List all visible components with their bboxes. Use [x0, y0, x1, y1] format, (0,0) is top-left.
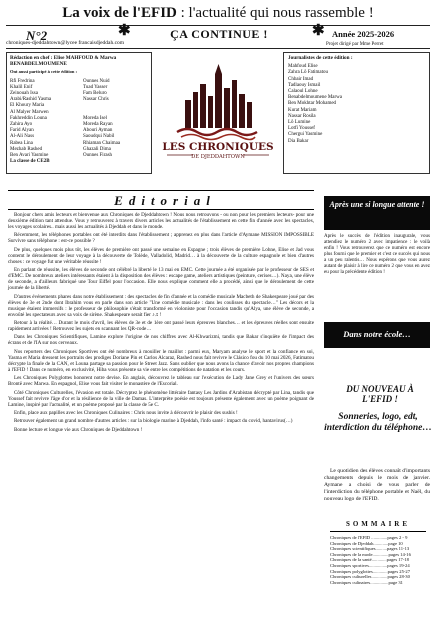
editorial-paragraph: Retour à la réalité… Durant le mois d'avril, les élèves de 3e et de 1ère ont passé leurs épreuves blanches… et les épreuves réelles sont ensuite rapidement arrivées ! Retrouvez les sujets en scannant les QR-code…	[8, 319, 314, 332]
ecole-title: Dans notre école…	[343, 329, 411, 339]
contributor-name: Moreda Rayan	[83, 122, 113, 128]
journalist-name: Mahfoud Elise	[288, 64, 318, 70]
contributors-heading: Ont aussi participé à cette édition :	[10, 69, 77, 75]
contributor-name: Fam Beluro	[83, 91, 107, 97]
journalist-name: Dia Bakar	[288, 138, 309, 144]
contributor-name: Al-Ali Nass	[10, 134, 35, 140]
journalist-name: Kurat Mariam	[288, 107, 317, 113]
chroniques-logo	[155, 56, 281, 168]
editorial-paragraph: Enfin, place aux papilles avec les Chroniques Culinaires : Chris nous invite à découvrir le plaisir des sushis !	[14, 409, 238, 416]
contributor-name: Ounnes Nuid	[83, 78, 110, 84]
sommaire-entry[interactable]: Chroniques polyglottes.............pages 25-27	[330, 568, 411, 574]
contributor-class: La classe de CE2B	[10, 159, 50, 165]
contributor-name: Zahira Ayo	[10, 122, 33, 128]
journalist-name: Calaoul Lohne	[288, 89, 318, 95]
editorial-paragraph: Les Chroniques Polyglottes honorent notre devise. En anglais, découvrez le tableau sur l'exécution de Lady Jane Grey et l'univers des sœurs Brontë avec Marwa. En espagnol, Elise vous fait visiter le monastère de l'Escorial.	[8, 375, 314, 388]
contributor-name: Rfi Fredrina	[10, 78, 35, 84]
editorial-paragraph: Bonne lecture et longue vie aux Chroniques de Djeddahtown !	[14, 426, 143, 433]
sommaire-entry[interactable]: Chroniques scientifiques..........pages 11-13	[330, 546, 410, 552]
nouveau-title: DU NOUVEAU À L'EFID !	[346, 384, 414, 404]
contributor-name: Khalil Enif	[10, 84, 33, 90]
redaction-box	[6, 52, 152, 174]
journalist-name: Tadlaouy Ismail	[288, 82, 321, 88]
journalist-name: Nassar Rosila	[288, 113, 316, 119]
redaction-heading: Rédaction en chef : Elise MAHFOUD & Marwa BENABDELMOUMENE	[10, 55, 117, 68]
contributors-column-1	[10, 79, 75, 166]
editorial-paragraph: De plus, quelques mois plus tôt, les élèves de première ont passé une semaine en Espagne ; trois élèves de première Lohne, Elise et Jad vous contemt le déroulement de leur voyage à la découverte de Tolède, Valladolid, Madrid… à la découverte de la culture espagnole et bien d'autres choses : ce voyage fut une véritable réussite !	[8, 246, 314, 265]
sommaire-entry[interactable]: Chroniques culinaires................page 31	[330, 579, 403, 585]
sonneries-paragraph: Le quotidien des élèves connaît d'importants changements depuis le mois de janvier. Aymane a choisi de vous parler de l'interdiction du téléphone portable et Naël, du nouveau logo de l'EFID.	[324, 468, 430, 502]
newspaper-tagline: : l'actualité qui nous rassemble !	[176, 5, 374, 21]
contributor-name: Tuad Yasser	[83, 84, 108, 90]
contributor-name: Moreda Isel	[83, 115, 108, 121]
journalists-box	[283, 52, 430, 174]
editorial-paragraph: Côté Chroniques Culturelles, l'évasion est totale. Décryptez le phénomène littéraire fantasy Les Jardins d'Arabistan décrypté par Lina, tandis que Youssef fait revivre l'âge d'or et la résilience de la ville de Damas. L'interprète poésie est toujours présente également avec un poème poignant de Lamine, inspiré par l'actualité, et un poème proposé par la classe de 5e C.	[8, 389, 314, 408]
logo-subtitle: DE DJEDDAHTOWN	[191, 154, 245, 160]
header-bottom-rule	[6, 48, 430, 49]
sommaire-rule	[330, 531, 426, 532]
contact-email[interactable]: chroniques-djeddahtown@lycee francaisdjeddah.com	[6, 40, 125, 46]
school-year: Année 2025-2026	[332, 29, 395, 39]
contributor-name: Abouri Ayman	[83, 128, 113, 134]
editorial-paragraph: En parlant de réussite, les élèves de seconde ont célébré la liberté le 13 mai en EMC. Cette journée a été organisée par le professeur de SES et d'EMC. De nombreux ateliers intéressants étaient à la disposition des élèves : escape game, ateliers artistiques (peinture, cerises…). Naya, une élève de seconde, a d'ailleurs fabriqué une Tour Eiffel pour l'occasion. Elle nous explique comment elle a procédé, ainsi que le déroulement de cette journée de la liberté.	[8, 267, 314, 292]
journalist-name: Zahra Lô Fatimatou	[288, 70, 328, 76]
contributor-name: Ghazali Dima	[83, 146, 111, 152]
sommaire-entry[interactable]: Chroniques de la santé.............pages 17-18	[330, 557, 409, 563]
contributor-name: El Khoury Maria	[10, 103, 45, 109]
project-credit: Projet dirigé par Mme Perret	[326, 42, 384, 47]
editorial-body	[8, 212, 314, 435]
attente-banner	[324, 196, 430, 230]
spacer	[83, 103, 148, 115]
editorial-paragraph: D'autres événements phares dans notre établissement : des spectacles de fin d'année et la comédie musicale Macbeth de Shakespeare joué par des élèves de 3e et 2nde dont Ibrahim vous en parle dans son article "Une comédie musicale : dans les coulisses du spectacle…" Les décors et la musique étaient immersifs : le professeur de philosophie s'était transformé en violoniste pour l'occasion tandis qu'Alya, une élève de seconde, a envoûté les spectateurs avec sa voix de sirène. Shakespeare serait fier ♪♫ !	[8, 293, 314, 318]
issue-motto: ÇA CONTINUE !	[170, 27, 268, 41]
journalist-name: Benabdelmoumene Marwa	[288, 95, 343, 101]
contributor-name: Rhiaman Chaimaa	[83, 140, 121, 146]
contributor-name: Arabi/Rashid Yasma	[10, 97, 52, 103]
sommaire-entry[interactable]: Chroniques de la mode..............pages 14-16	[330, 551, 411, 557]
attente-title: Après une si longue attente !	[329, 200, 425, 209]
sommaire-entry[interactable]: Chroniques sportives................pages 19-24	[330, 562, 410, 568]
newspaper-title: La voix de l'EFID	[62, 5, 177, 21]
attente-text	[324, 234, 430, 276]
journalist-name: Chergui Yasmine	[288, 132, 323, 138]
attente-paragraph: Après le succès de l'édition inaugurale, vous attendiez le numéro 2 avec impatience : le voilà enfin ! Vous retrouverez que ce numéro est encore plus fourni que le premier et c'est ce succès qui nous a un peu ralentis… Nous espérons que vous aurez autant de plaisir à lire ce numéro 2 que vous en avez eu pour la précédente édition !	[324, 234, 430, 275]
sonneries-title: Sonneries, logo, edt, interdiction du téléphone…	[324, 412, 432, 433]
editorial-paragraph: Retrouver également un grand nombre d'autres articles : sur la biologie marine à Djeddah, l'info santé : impact du covid, hantavirus(…)	[14, 418, 293, 425]
masthead	[0, 4, 436, 22]
contributor-name: Fakhreddin Louna	[10, 115, 47, 121]
journalist-name: Chbair Imad	[288, 76, 314, 82]
contributor-name: Nassar Chris	[83, 97, 109, 103]
editorial-top-rule	[8, 190, 314, 191]
sommaire	[330, 520, 426, 585]
editorial-paragraph: Nos reporters des Chroniques Sportives ont été nombreux à mouiller le maillot : parmi eux, Maryam analyse le sport et la confiance en soi, Yasma et Maria dressent les portraits des prodiges Doriane Pin et Carlos Alcaraz, Rashed nous fait revivre le Clásico fou du 10 mai 2026, Fatimatou décrypte la finale de la CAN, et Louna partage sa passion pour le Street Jazz. Sans oublier que nous avons la chance d'avoir nos propres champions à l'EFID ! Dans ce numéro, en exclusivité, Hiba vous présente sa vie entre les compétitions de natation et les cours.	[8, 348, 314, 373]
sommaire-title: SOMMAIRE	[345, 520, 411, 528]
contributor-name: Al Malyer Marwen	[10, 109, 49, 115]
contributor-name: Zeinouah Issa	[10, 91, 38, 97]
contributor-name: Ben Avari Yasmine	[10, 153, 49, 159]
ecole-banner	[324, 322, 430, 348]
journalist-name: Lô Lumine	[288, 120, 311, 126]
contributor-name: Rabea Lina	[10, 140, 33, 146]
contributor-name: Farid Alyan	[10, 128, 34, 134]
contributors-column-2	[83, 79, 148, 166]
journalists-heading: Journalistes de cette édition :	[288, 55, 353, 61]
editorial-bottom-rule	[8, 209, 314, 210]
sommaire-entry[interactable]: Chroniques de l'EFID ..............pages 2 - 9	[330, 535, 408, 540]
contributor-name: Ounnes Firash	[83, 153, 113, 159]
header-top-rule	[6, 25, 430, 26]
star-icon: ✱	[118, 23, 131, 39]
issue-number: N°2	[26, 28, 48, 43]
sommaire-entry[interactable]: Chroniques culturelles..............pages 28-30	[330, 574, 410, 580]
journalist-name: Ben Mokhtar Mohamed	[288, 101, 337, 107]
journalist-name: Lotfi Youssef	[288, 126, 315, 132]
logo-title: LES CHRONIQUES	[162, 141, 274, 153]
editorial-paragraph: Récemment, les téléphones portables ont été interdits dans l'établissement ; apprenez en plus dans l'article d'Aymane MISSION IMPOSSIBLE Survivre sans téléphone : est-ce possible ?	[8, 232, 314, 245]
sonneries-text	[324, 468, 430, 503]
sommaire-entry[interactable]: Chroniques de Djeddah.............page 10	[330, 540, 403, 546]
editorial-paragraph: Bonjour chers amis lecteurs et bienvenue aux Chroniques de Djeddahtown ! Nous nous retrouvons - ou non pour les premiers lecteurs- pour une deuxième édition tant attendue. Vous y retrouverez à travers divers articles les actualités de l'établissement en cette fin d'année avec les spectacles, les voyages scolaires.. mais aussi les actualités à Djeddah et dans le monde.	[8, 212, 314, 230]
contributor-name: Mezhab Rashed	[10, 146, 43, 152]
contributor-name: Saoudqui Nabil	[83, 134, 115, 140]
star-icon: ✱	[312, 23, 325, 39]
editorial-title: Editorial	[114, 193, 216, 208]
editorial-paragraph: Dans les Chroniques Scientifiques, Lamine explore l'origine de nos chiffres avec Al-Khwarizmi, tandis que Bakar s'inquiète de l'impact des écrans et de l'IA sur nos cerveaux.	[8, 334, 314, 347]
